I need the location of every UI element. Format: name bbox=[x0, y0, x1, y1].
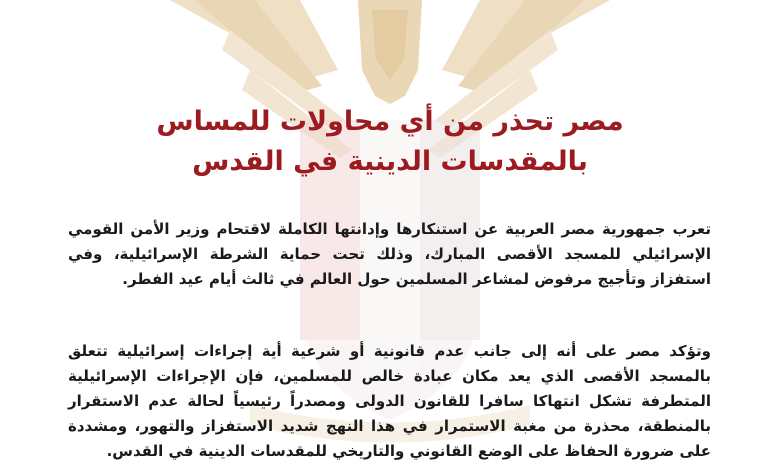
page-title: مصر تحذر من أي محاولات للمساس بالمقدسات الدينية في القدس bbox=[156, 106, 624, 177]
paragraph-2: وتؤكد مصر على أنه إلى جانب عدم قانونية أو شرعية أية إجراءات إسرائيلية تتعلق بالمسجد الأقصى الذي يعد مكان عبادة خالص للمسلمين، فإن الإجراءات الإسرائيلية المتطرفة تشكل انتهاكا سافرا للقانون الدولى ومصدراً رئيسياً لحالة عدم الاستقرار بالمنطقة، محذرة من مغبة الاستمرار في هذا النهج شديد الاستفزاز والتهور، ومشددة على ضرورة الحفاظ على الوضع القانوني والتاريخي للمقدسات الدينية في القدس. bbox=[68, 342, 711, 460]
paragraph-1: تعرب جمهورية مصر العربية عن استنكارها وإدانتها الكاملة لاقتحام وزير الأمن القومي الإسرائيلي للمسجد الأقصى المبارك، وذلك تحت حماية الشرطة الإسرائيلية، وفي استفزاز وتأجيج مرفوض لمشاعر المسلمين حول العالم في ثالث أيام عيد الفطر. bbox=[68, 220, 711, 288]
